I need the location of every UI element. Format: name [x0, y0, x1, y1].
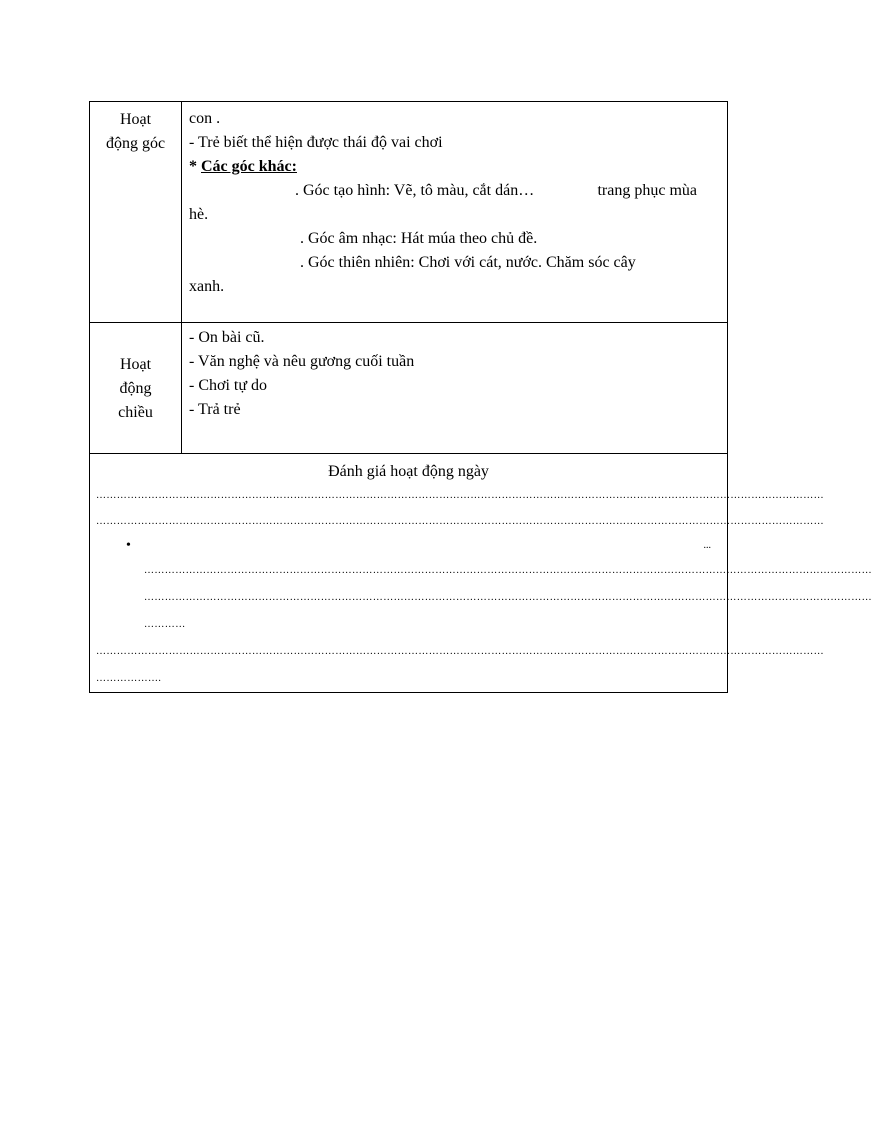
row-corner-activities	[90, 102, 728, 323]
content-line: - Trả trẻ	[189, 401, 241, 418]
heading-text: Các góc khác:	[201, 158, 297, 175]
bullet-row	[96, 535, 721, 557]
label-line: chiều	[118, 404, 153, 421]
content-line	[189, 179, 727, 203]
content-line: . Góc thiên nhiên: Chơi với cát, nước. Chăm sóc cây	[300, 254, 636, 271]
row-afternoon-activities	[90, 323, 728, 454]
dotted-line: …………………………………………………………………………………………………………………………………………………………………………………………	[96, 516, 824, 527]
row-evaluation	[90, 454, 728, 693]
dotted-line: ……………….	[96, 673, 162, 684]
dotted-line: …………………………………………………………………………………………………………………………………………………………………………………………	[144, 592, 872, 603]
content-fragment: . Góc tạo hình: Vẽ, tô màu, cắt dán…	[295, 182, 535, 199]
dotted-line: …………………………………………………………………………………………………………………………………………………………………………………………	[96, 646, 824, 657]
label-line: động	[119, 380, 152, 397]
content-line: - On bài cũ.	[189, 329, 265, 346]
evaluation-title: Đánh giá hoạt động ngày	[328, 463, 489, 480]
bullet-dots: ...	[703, 540, 711, 551]
dotted-line: …………………………………………………………………………………………………………………………………………………………………………………………	[96, 490, 824, 501]
row-label-corner	[90, 102, 182, 323]
content-line: - Văn nghệ và nêu gương cuối tuần	[189, 353, 415, 370]
label-line: Hoạt	[119, 111, 152, 128]
row-label-afternoon	[90, 323, 182, 454]
content-line: - Trẻ biết thể hiện được thái độ vai chơi	[189, 134, 443, 151]
content-fragment: trang phục mùa	[597, 182, 697, 199]
activity-table	[89, 101, 872, 693]
corner-content	[182, 102, 728, 323]
label-line: động góc	[105, 135, 166, 152]
content-line: . Góc âm nhạc: Hát múa theo chủ đề.	[300, 230, 538, 247]
afternoon-content	[182, 323, 728, 454]
content-line: con .	[189, 110, 221, 127]
section-heading	[189, 155, 727, 179]
heading-star: *	[189, 158, 201, 175]
evaluation-cell	[90, 454, 872, 693]
content-line: hè.	[189, 206, 209, 223]
content-line: - Chơi tự do	[189, 377, 268, 394]
label-line: Hoạt	[119, 356, 152, 373]
content-line: xanh.	[189, 278, 225, 295]
dotted-line: …………	[144, 619, 186, 630]
bullet-icon: •	[126, 538, 131, 553]
dotted-line: …………………………………………………………………………………………………………………………………………………………………………………………	[144, 565, 872, 576]
